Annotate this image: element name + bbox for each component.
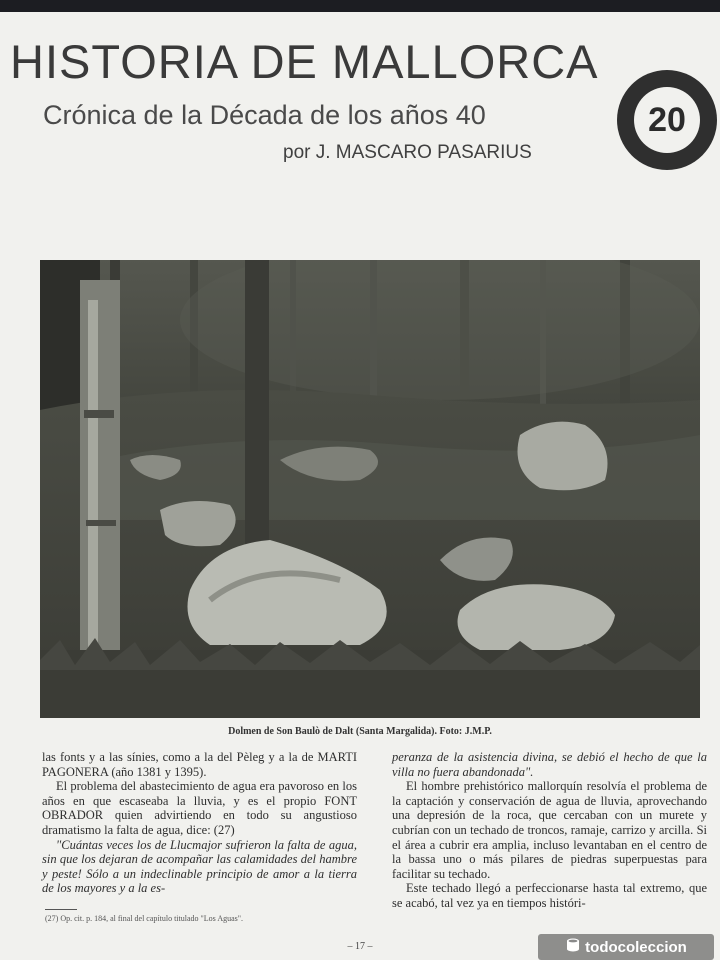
dolmen-photo xyxy=(40,260,700,718)
quote-text: peranza de la asistencia divina, se debió el hecho de que la villa no fuera abandonada". xyxy=(392,750,707,779)
watermark-text: todocoleccion xyxy=(585,938,687,956)
issue-number: 20 xyxy=(634,87,700,153)
photo-caption: Dolmen de Son Baulò de Dalt (Santa Margalida). Foto: J.M.P. xyxy=(228,726,492,737)
magazine-page xyxy=(0,12,720,960)
quote-text: "Cuántas veces los de Llucmajor sufrieron la falta de agua, sin que los dejaran de acompañar las calamidades del hambre y peste! Sólo a un indeclinable principio de amor a la tierra de los mayores y a la es- xyxy=(42,837,357,896)
article-column-right xyxy=(392,750,707,911)
paragraph: Este techado llegó a perfeccionarse hasta tal extremo, que se acabó, tal vez ya en tiempos históri- xyxy=(392,881,707,910)
page-title: HISTORIA DE MALLORCA xyxy=(10,35,599,88)
footnote-rule xyxy=(45,909,77,910)
footnote: (27) Op. cit. p. 184, al final del capítulo titulado "Los Aguas". xyxy=(45,914,244,923)
watermark xyxy=(538,934,714,960)
page-number: – 17 – xyxy=(347,941,373,952)
forest-dolmen-image xyxy=(40,260,700,718)
paragraph: las fonts y a las sínies, como a la del Pèleg y a la de MARTI PAGONERA (año 1381 y 1395). xyxy=(42,750,357,779)
paragraph: El hombre prehistórico mallorquín resolvía el problema de la captación y conservación de agua de lluvia, aprovechando una depresión de la roca, que cercaban con un murete y cubrían con un techado de troncos, ramaje, carrizo y arcilla. Si el área a cubrir era amplia, incluso levantaban en el centro de la bassa uno o más pilares de piedras superpuestas para facilitar su techado. xyxy=(392,779,707,881)
issue-badge xyxy=(617,70,717,170)
coin-stack-icon xyxy=(565,937,581,957)
author-byline: por J. MASCARO PASARIUS xyxy=(283,142,532,163)
paragraph: El problema del abastecimiento de agua era pavoroso en los años en que escaseaba la lluvia, y es el propio FONT OBRADOR quien advirtiendo en todo su angustioso dramatismo la falta de agua, dice: (27) xyxy=(42,779,357,837)
quote-paragraph xyxy=(42,838,357,896)
article-column-left xyxy=(42,750,357,896)
quote-paragraph xyxy=(392,750,707,779)
page-subtitle: Crónica de la Década de los años 40 xyxy=(43,100,486,130)
